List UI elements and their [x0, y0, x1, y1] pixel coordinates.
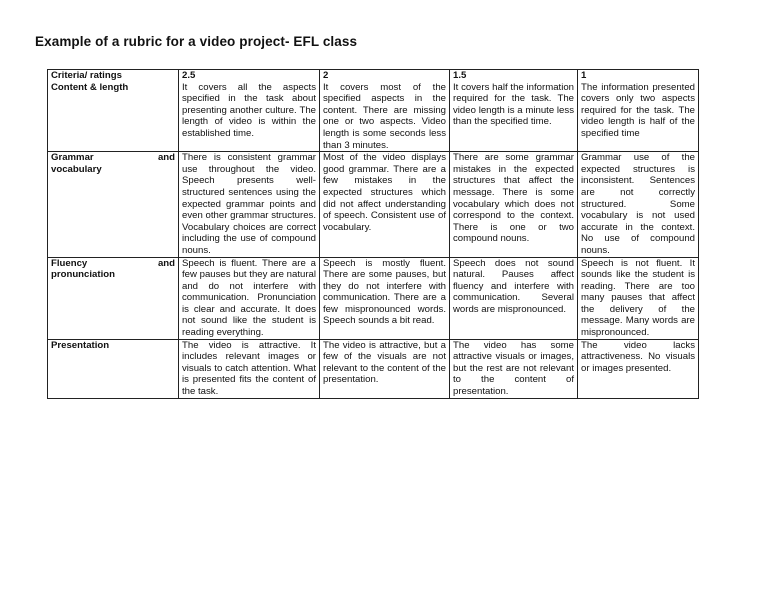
rating-cell: [320, 70, 450, 152]
criteria-cell: [48, 257, 179, 339]
rubric-table: [47, 69, 699, 399]
rating-value: 1.5: [453, 70, 467, 81]
rating-cell: [450, 70, 578, 152]
descriptor-text: It covers most of the specified aspects in the content. There are missing one or two aspects. Video length is some seconds less than 3 minutes.: [323, 81, 446, 151]
table-row: [48, 339, 699, 398]
rating-value: 2.5: [182, 70, 196, 81]
rating-cell: [179, 70, 320, 152]
descriptor-cell: Grammar use of the expected structures is inconsistent. Sentences are not correctly structured. Some vocabulary is not used accurate in the context. No use of compound nouns.: [578, 152, 699, 257]
descriptor-cell: The video is attractive, but a few of the visuals are not relevant to the content of the presentation.: [320, 339, 450, 398]
descriptor-cell: There are some grammar mistakes in the expected structures that affect the message. There is some vocabulary which does not correspond to the context. There is one or two compound nouns.: [450, 152, 578, 257]
descriptor-text: It covers all the aspects specified in the task about presenting another culture. The length of video is within the established time.: [182, 81, 316, 139]
table-row: [48, 257, 699, 339]
descriptor-cell: Speech is mostly fluent. There are some pauses, but they do not interfere with communication. There are a few mispronounced words. Speech sounds a bit read.: [320, 257, 450, 339]
header-label: Criteria/ ratings: [51, 70, 122, 81]
criterion-and: and: [157, 152, 175, 164]
descriptor-cell: There is consistent grammar use throughout the video. Speech presents well-structured sentences using the expected grammar points and even other grammar structures. Vocabulary choices are correct including the use of compound nouns.: [179, 152, 320, 257]
descriptor-text: The information presented covers only two aspects required for the task. The video length is half of the specified time: [581, 81, 695, 139]
document-title: Example of a rubric for a video project- EFL class: [35, 34, 358, 49]
descriptor-cell: Most of the video displays good grammar. There are a few mistakes in the expected structures which did not affect understanding of speech. Consistent use of vocabulary.: [320, 152, 450, 257]
criterion-label: pronunciation: [51, 269, 115, 281]
criteria-cell: [48, 152, 179, 257]
descriptor-cell: Speech does not sound natural. Pauses affect fluency and interfere with communication. Several words are mispronounced.: [450, 257, 578, 339]
table-row: [48, 152, 699, 257]
descriptor-cell: The video lacks attractiveness. No visuals or images presented.: [578, 339, 699, 398]
descriptor-cell: The video has some attractive visuals or images, but the rest are not relevant to the content of presentation.: [450, 339, 578, 398]
rating-value: 2: [323, 70, 329, 81]
criterion-label: Grammar: [51, 152, 94, 164]
table-row: [48, 70, 699, 152]
descriptor-cell: The video is attractive. It includes relevant images or visuals to catch attention. What is presented fits the content of the task.: [179, 339, 320, 398]
criterion-and: and: [157, 257, 175, 269]
criterion-label: vocabulary: [51, 163, 102, 175]
rating-cell: [578, 70, 699, 152]
descriptor-cell: Speech is fluent. There are a few pauses but they are natural and do not interfere with communication. Pronunciation is clear and accurate. It does not sound like the student is reading everything.: [179, 257, 320, 339]
criterion-label: Content & length: [51, 81, 129, 93]
descriptor-text: It covers half the information required for the task. The video length is a minute less than the specified time.: [453, 81, 574, 128]
rating-value: 1: [581, 70, 587, 81]
criteria-cell: [48, 339, 179, 398]
criterion-label: Fluency: [51, 257, 88, 269]
descriptor-cell: Speech is not fluent. It sounds like the student is reading. There are too many pauses that affect the delivery of the message. Many words are mispronounced.: [578, 257, 699, 339]
criterion-label: Presentation: [51, 339, 110, 351]
criteria-cell: [48, 70, 179, 152]
